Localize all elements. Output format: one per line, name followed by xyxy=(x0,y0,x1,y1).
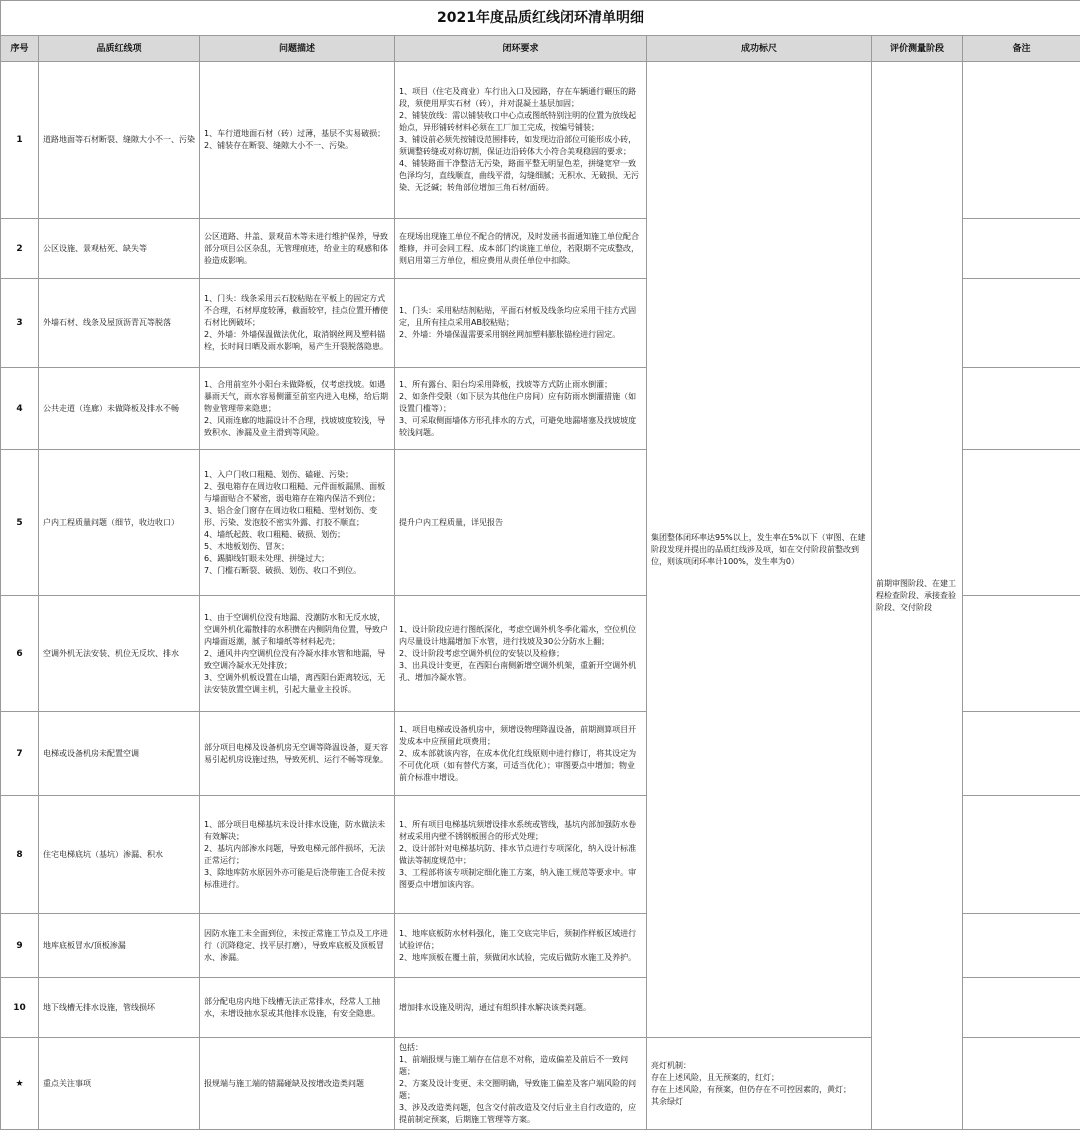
evaluation-stage: 前期审图阶段、在建工程检查阶段、承接查验阶段、交付阶段 xyxy=(872,62,963,1130)
header-stage: 评价测量阶段 xyxy=(872,36,963,62)
closure-requirement: 1、所有露台、阳台均采用降板，找坡等方式防止雨水倒灌； 2、如条件受限（如下层为其他住户房间）应有防雨水倒灌措施（如设置门槛等）； 3、可采取侧面墙体方形孔排水的方式，可避免地漏堵塞及找坡坡度较浅问题。 xyxy=(395,368,647,450)
remark-cell xyxy=(963,62,1080,219)
success-criteria: 集团整体闭环率达95%以上，发生率在5%以下（审图、在建阶段发现并提出的品质红线涉及项，如在交付阶段前整改到位，则该项闭环率计100%，发生率为0） xyxy=(647,62,872,1038)
red-line-item: 公区设施、景观枯死、缺失等 xyxy=(39,219,200,279)
red-line-item: 重点关注事项 xyxy=(39,1038,200,1130)
row-number: ★ xyxy=(1,1038,39,1130)
red-line-item: 外墙石材、线条及屋顶沥青瓦等脱落 xyxy=(39,279,200,368)
row-number: 4 xyxy=(1,368,39,450)
row-number: 1 xyxy=(1,62,39,219)
red-line-item: 住宅电梯底坑（基坑）渗漏、积水 xyxy=(39,796,200,914)
closure-requirement: 1、门头：采用粘结剂粘贴，平面石材板及线条均应采用干挂方式固定，且所有挂点采用AB胶粘贴； 2、外墙：外墙保温需要采用钢丝网加塑料膨胀锚栓进行固定。 xyxy=(395,279,647,368)
red-line-item: 地库底板冒水/顶板渗漏 xyxy=(39,914,200,978)
red-line-item: 电梯或设备机房未配置空调 xyxy=(39,712,200,796)
remark-cell xyxy=(963,450,1080,596)
row-number: 10 xyxy=(1,978,39,1038)
closure-requirement: 在现场出现施工单位不配合的情况，及时发函书面通知施工单位配合维修，并可会同工程、成本部门约谈施工单位，若限期不完成整改，则启用第三方单位，相应费用从责任单位中扣除。 xyxy=(395,219,647,279)
closure-requirement: 1、所有项目电梯基坑须增设排水系统或管线，基坑内部加强防水卷材或采用内壁不锈钢板围合的形式处理； 2、设计部针对电梯基坑防、排水节点进行专项深化，纳入设计标准做法等制度规范中； 3、工程部将该专项制定细化施工方案，纳入施工规范等要求中。审图要点中增加该内容。 xyxy=(395,796,647,914)
remark-cell xyxy=(963,914,1080,978)
table-title: 2021年度品质红线闭环清单明细 xyxy=(1,1,1080,36)
problem-description: 1、入户门收口粗糙、划伤、磕碰、污染； 2、强电箱存在周边收口粗糙、元件面板漏黑、面板与墙面贴合不紧密，弱电箱存在箱内保洁不到位； 3、铝合金门窗存在周边收口粗糙、型材划伤、变形、污染、发泡胶不密实外露、打胶不顺直； 4、墙纸起鼓、收口粗糙、破损、划伤； 5、木地板划伤、冒灰； 6、踢脚线钉眼未处理、拼缝过大； 7、门槛石断裂、破损、划伤、收口不到位。 xyxy=(200,450,395,596)
header-remark: 备注 xyxy=(963,36,1080,62)
remark-cell xyxy=(963,596,1080,712)
header-no: 序号 xyxy=(1,36,39,62)
remark-cell xyxy=(963,796,1080,914)
problem-description: 报规端与施工端的错漏碰缺及按增改造类问题 xyxy=(200,1038,395,1130)
row-number: 5 xyxy=(1,450,39,596)
red-line-item: 道路地面等石材断裂、缝隙大小不一、污染 xyxy=(39,62,200,219)
header-success: 成功标尺 xyxy=(647,36,872,62)
closure-requirement: 1、项目电梯或设备机房中，须增设物理降温设备，前期测算项目开发成本中应预留此项费用； 2、成本部就该内容，在成本优化红线原则中进行修订，将其设定为不可优化项（如有替代方案，可适当优化）；审图要点中增加；物业前介标准中增设。 xyxy=(395,712,647,796)
remark-cell xyxy=(963,368,1080,450)
red-line-item: 公共走道（连廊）未做降板及排水不畅 xyxy=(39,368,200,450)
row-number: 3 xyxy=(1,279,39,368)
row-number: 9 xyxy=(1,914,39,978)
red-line-item: 空调外机无法安装、机位无反坎、排水 xyxy=(39,596,200,712)
row-number: 7 xyxy=(1,712,39,796)
remark-cell xyxy=(963,978,1080,1038)
closure-requirement: 增加排水设施及明沟，通过有组织排水解决该类问题。 xyxy=(395,978,647,1038)
problem-description: 1、车行道地面石材（砖）过薄，基层不实易破损； 2、铺装存在断裂、缝隙大小不一、污染。 xyxy=(200,62,395,219)
closure-requirement: 提升户内工程质量，详见报告 xyxy=(395,450,647,596)
closure-requirement: 1、地库底板防水材料强化，施工交底完毕后，须制作样板区域进行试验评估； 2、地库顶板在覆土前，须做闭水试验，完成后做防水施工及养护。 xyxy=(395,914,647,978)
success-criteria: 亮灯机制： 存在上述风险，且无预案的，红灯； 存在上述风险，有预案，但仍存在不可控因素的，黄灯； 其余绿灯 xyxy=(647,1038,872,1130)
table-row xyxy=(1,62,1080,219)
closure-requirement: 包括： 1、前端报规与施工端存在信息不对称，造成偏差及前后不一致问题； 2、方案及设计变更、未交圈明确，导致施工偏差及客户端风险的问题； 3、涉及改造类问题，包含交付前改造及交付后业主自行改造的，应提前制定预案，后期施工管理等方案。 xyxy=(395,1038,647,1130)
remark-cell xyxy=(963,712,1080,796)
header-requirement: 闭环要求 xyxy=(395,36,647,62)
problem-description: 公区道路、井盖、景观苗木等未进行维护保养，导致部分项目公区杂乱，无管理痕迹，给业主的观感和体验造成影响。 xyxy=(200,219,395,279)
problem-description: 部分项目电梯及设备机房无空调等降温设备，夏天容易引起机房设施过热，导致死机、运行不畅等现象。 xyxy=(200,712,395,796)
header-row xyxy=(1,36,1080,62)
closure-requirement: 1、设计阶段应进行图纸深化，考虑空调外机冬季化霜水，空位机位内尽量设计地漏增加下水管，进行找坡及30公分防水上翻； 2、设计阶段考虑空调外机位的安装以及检修； 3、出具设计变更，在西阳台南侧新增空调外机架，重新开空调外机孔、增加冷凝水管。 xyxy=(395,596,647,712)
remark-cell xyxy=(963,219,1080,279)
header-problem: 问题描述 xyxy=(200,36,395,62)
header-item: 品质红线项 xyxy=(39,36,200,62)
red-line-item: 户内工程质量问题（细节，收边收口） xyxy=(39,450,200,596)
closure-requirement: 1、项目（住宅及商业）车行出入口及园路，存在车辆通行碾压的路段，须使用厚实石材（砖），并对混凝土基层加固； 2、铺装放线：需以铺装收口中心点或图纸特别注明的位置为放线起始点，异形铺砖材料必须在工厂加工完成，按编号铺装； 3、铺设前必须先按铺设范围排砖，如发现边沿部位可能形成小砖，须调整砖缝或对称切割，保证边沿砖体大小符合美观稳固的要求； 4、铺装路面干净整洁无污染，路面平整无明显色差，拼缝宽窄一致色泽均匀，直线顺直，曲线平滑，勾缝细腻；无积水、无破损、无污染、无泛碱；转角部位增加三角石材/面砖。 xyxy=(395,62,647,219)
row-number: 6 xyxy=(1,596,39,712)
remark-cell xyxy=(963,279,1080,368)
red-line-item: 地下线槽无排水设施，管线损坏 xyxy=(39,978,200,1038)
problem-description: 部分配电房内地下线槽无法正常排水，经常人工抽水，未增设抽水泵或其他排水设施，有安全隐患。 xyxy=(200,978,395,1038)
row-number: 2 xyxy=(1,219,39,279)
problem-description: 1、由于空调机位没有地漏、没潮防水和无反水坡，空调外机化霜散排的水积攒在内侧阴角位置，导致户内墙面返潮，腻子和墙纸等材料起壳； 2、通风井内空调机位没有冷凝水排水管和地漏，导致空调冷凝水无处排放； 3、空调外机板设置在山墙，离西阳台距离较远，无法安装放置空调主机，引起大量业主投诉。 xyxy=(200,596,395,712)
problem-description: 1、合用前室外小阳台未做降板，仅考虑找坡。如遇暴雨天气，雨水容易侧灌至前室内进入电梯，给后期物业管理带来隐患； 2、风雨连廊的地漏设计不合理，找坡坡度较浅，导致积水、渗漏及业主滑到等风险。 xyxy=(200,368,395,450)
problem-description: 1、部分项目电梯基坑未设计排水设施，防水做法未有效解决； 2、基坑内部渗水问题，导致电梯元部件损坏，无法正常运行； 3、除地库防水原因外亦可能是后浇带施工合促未按标准进行。 xyxy=(200,796,395,914)
remark-cell xyxy=(963,1038,1080,1130)
problem-description: 因防水施工未全面到位，未按正常施工节点及工序进行（沉降稳定、找平层打磨），导致库底板及顶板冒水、渗漏。 xyxy=(200,914,395,978)
row-number: 8 xyxy=(1,796,39,914)
problem-description: 1、门头：线条采用云石胶粘贴在平板上的固定方式不合理，石材厚度较薄，截面较窄，挂点位置开槽使石材比例破坏； 2、外墙：外墙保温做法优化，取消钢丝网及塑料锚栓，长时间日晒及雨水影响，易产生开裂脱落隐患。 xyxy=(200,279,395,368)
